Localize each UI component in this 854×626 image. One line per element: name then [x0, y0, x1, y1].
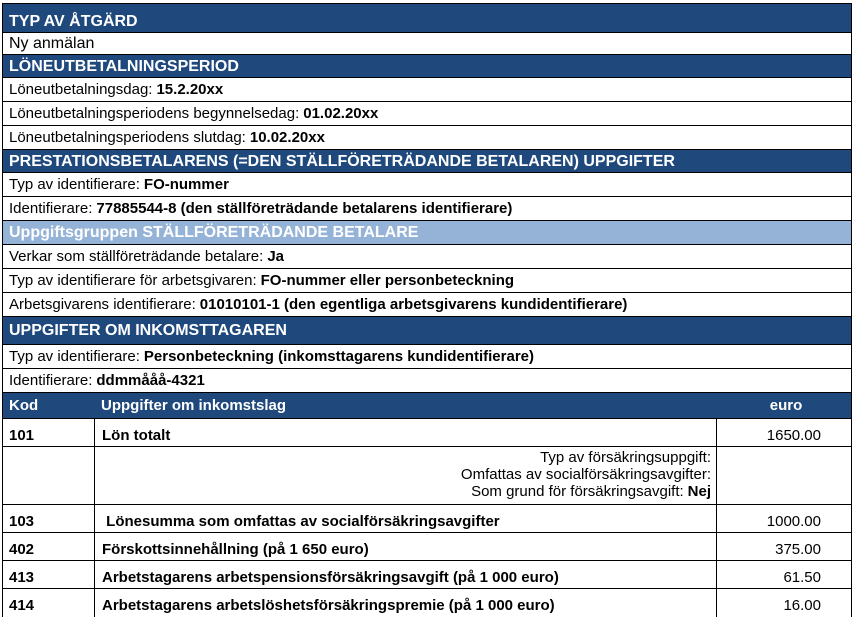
row-description: Arbetstagarens arbetspensionsförsäkringsavgift (på 1 000 euro) — [95, 561, 717, 588]
action-type-value: Ny anmälan — [2, 33, 852, 55]
insurance-basis-value: Nej — [687, 483, 711, 500]
field-label: Löneutbetalningsdag: — [9, 81, 153, 98]
field-value: 01010101-1 (den egentliga arbetsgivarens kundidentifierare) — [199, 296, 628, 313]
row-description: Lönesumma som omfattas av socialförsäkringsavgifter — [95, 505, 717, 532]
column-header-kod: Kod — [9, 397, 39, 414]
section-header-typ-av-atgard: TYP AV ÅTGÄRD — [2, 3, 852, 33]
subsection-header-stallforetradande: Uppgiftsgruppen STÄLLFÖRETRÄDANDE BETALARE — [2, 221, 852, 245]
table-row — [2, 505, 852, 533]
field-employer-id — [2, 293, 852, 317]
field-value: 77885544-8 (den ställföreträdande betalarens identifierare) — [96, 200, 513, 217]
field-value: 01.02.20xx — [303, 105, 379, 122]
field-value: 15.2.20xx — [156, 81, 224, 98]
field-payer-id-type — [2, 173, 852, 197]
field-label: Identifierare: — [9, 372, 93, 389]
field-recipient-id — [2, 369, 852, 393]
field-acts-as-substitute — [2, 245, 852, 269]
field-period-end — [2, 126, 852, 150]
social-insurance-label: Omfattas av socialförsäkringsavgifter: — [460, 466, 711, 483]
column-header-euro: euro — [769, 397, 803, 414]
table-row — [2, 589, 852, 617]
row-amount: 1000.00 — [766, 513, 821, 530]
field-value: Personbeteckning (inkomsttagarens kundidentifierare) — [143, 348, 534, 365]
row-code: 413 — [3, 561, 95, 588]
section-header-prestationsbetalaren: PRESTATIONSBETALARENS (=DEN STÄLLFÖRETRÄDANDE BETALAREN) UPPGIFTER — [2, 150, 852, 173]
row-description: Lön totalt — [95, 419, 717, 446]
row-code: 414 — [3, 589, 95, 617]
field-payment-date — [2, 78, 852, 102]
field-label: Arbetsgivarens identifierare: — [9, 296, 196, 313]
row-amount: 1650.00 — [766, 427, 821, 444]
field-payer-id — [2, 197, 852, 221]
row-code: 402 — [3, 533, 95, 560]
table-row — [2, 533, 852, 561]
row-amount: 61.50 — [783, 569, 821, 586]
table-row — [2, 561, 852, 589]
row-description: Förskottsinnehållning (på 1 650 euro) — [95, 533, 717, 560]
field-value: Ja — [267, 248, 284, 265]
field-employer-id-type — [2, 269, 852, 293]
field-value: 10.02.20xx — [249, 129, 325, 146]
income-report-document — [2, 3, 852, 617]
column-header-description: Uppgifter om inkomstslag — [101, 397, 287, 414]
row-description: Arbetstagarens arbetslöshetsförsäkringspremie (på 1 000 euro) — [95, 589, 717, 617]
insurance-basis-line — [102, 483, 711, 500]
insurance-info — [95, 447, 717, 504]
field-value: ddmmååå-4321 — [96, 372, 205, 389]
field-value: FO-nummer eller personbeteckning — [260, 272, 515, 289]
table-row — [2, 419, 852, 447]
row-code: 103 — [3, 505, 95, 532]
field-label: Löneutbetalningsperiodens begynnelsedag: — [9, 105, 300, 122]
field-recipient-id-type — [2, 345, 852, 369]
field-value: FO-nummer — [143, 176, 229, 193]
row-code: 101 — [3, 419, 95, 446]
field-label: Typ av identifierare för arbetsgivaren: — [9, 272, 257, 289]
insurance-basis-label: Som grund för försäkringsavgift: — [471, 483, 684, 500]
row-amount: 16.00 — [783, 597, 821, 614]
field-period-start — [2, 102, 852, 126]
field-label: Identifierare: — [9, 200, 93, 217]
field-label: Verkar som ställföreträdande betalare: — [9, 248, 264, 265]
field-label: Typ av identifierare: — [9, 348, 140, 365]
section-header-inkomsttagaren: UPPGIFTER OM INKOMSTTAGAREN — [2, 317, 852, 345]
insurance-type-label: Typ av försäkringsuppgift: — [540, 449, 711, 466]
insurance-info-row — [2, 447, 852, 505]
field-label: Typ av identifierare: — [9, 176, 140, 193]
row-amount: 375.00 — [775, 541, 821, 558]
section-header-loneutbetalningsperiod: LÖNEUTBETALNINGSPERIOD — [2, 55, 852, 78]
row-code-empty — [3, 447, 95, 504]
income-table-header — [2, 393, 852, 419]
row-amount-empty — [717, 447, 851, 504]
field-label: Löneutbetalningsperiodens slutdag: — [9, 129, 246, 146]
